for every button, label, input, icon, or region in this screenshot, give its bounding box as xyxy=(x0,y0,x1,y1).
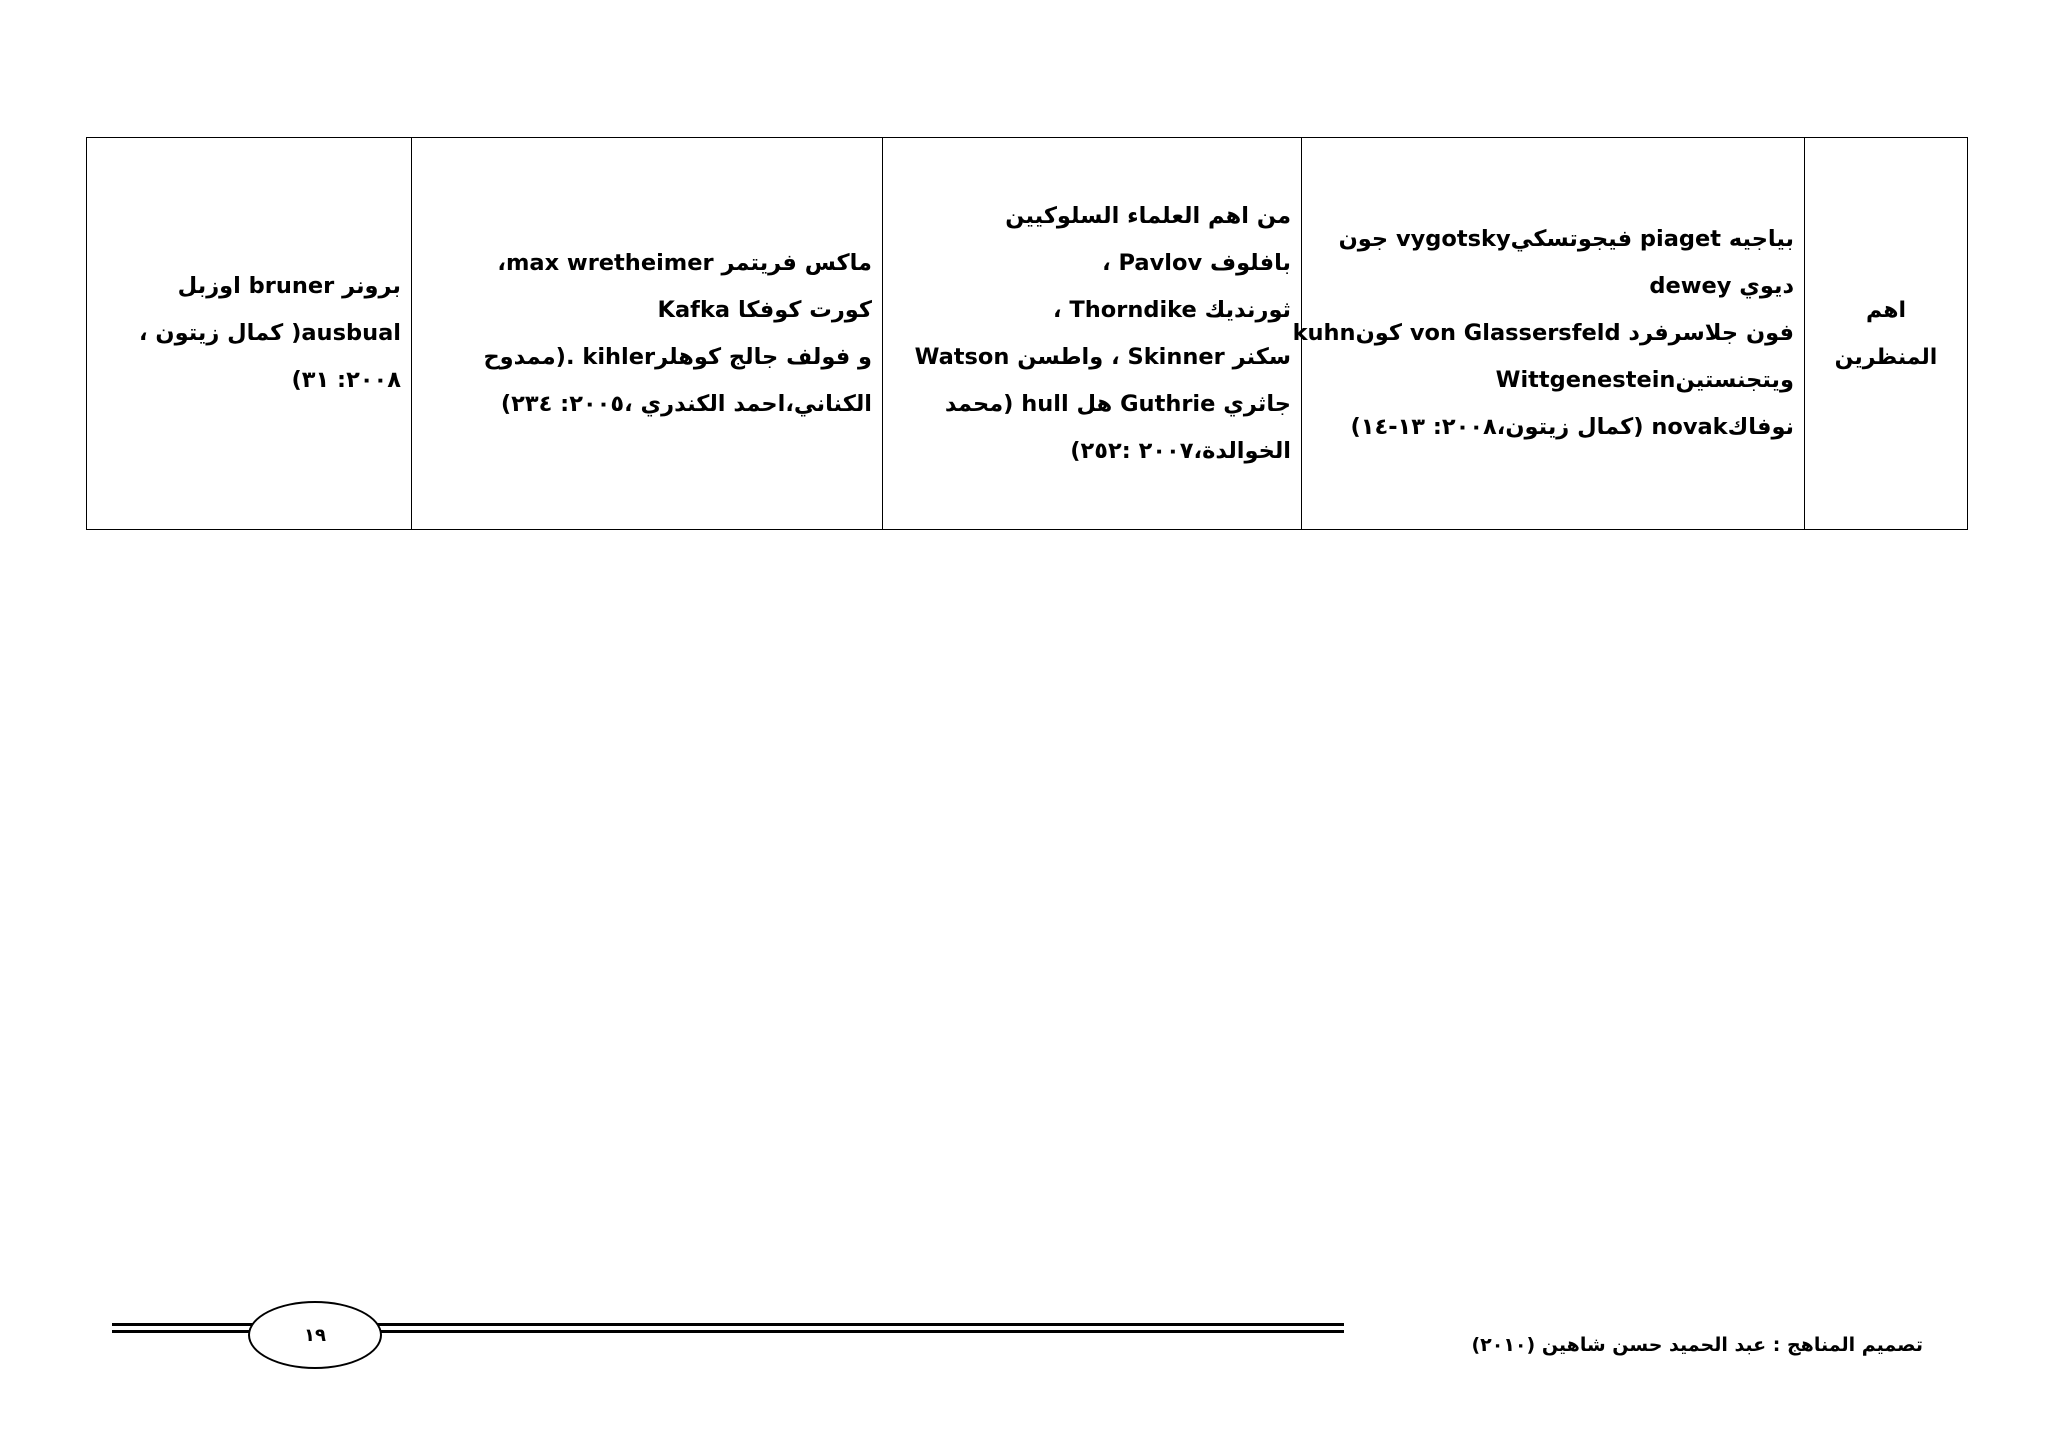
cell-line: ٢٠٠٨: ٣١) xyxy=(291,367,401,393)
cell-line: برونر bruner اوزبل xyxy=(177,273,401,299)
page-number-badge xyxy=(248,1301,382,1369)
cognitive-cell xyxy=(87,138,412,530)
cell-line: الكناني،احمد الكندري ،٢٠٠٥: ٢٣٤) xyxy=(500,390,872,417)
cell-line: نوفاكnovak (كمال زيتون،٢٠٠٨: ١٣-١٤) xyxy=(1350,414,1794,440)
cell-line: و فولف جالج كوهلرkihler .(ممدوح xyxy=(483,343,872,370)
cell-line: من اهم العلماء السلوكيين xyxy=(1005,202,1291,229)
footer-citation: تصميم المناهج : عبد الحميد حسن شاهين (٢٠١٠) xyxy=(1471,1334,1923,1356)
cell-line: ثورنديك Thorndike ، xyxy=(1053,296,1291,323)
cell-line: فون جلاسرفرد von Glassersfeld كونkuhn xyxy=(1292,320,1794,346)
cell-line: ausbual( كمال زيتون ، xyxy=(139,320,401,346)
constructivists-cell xyxy=(1292,138,1805,530)
cell-line: بياجيه piaget فيجوتسكيvygotsky جون xyxy=(1338,226,1794,252)
behaviorists-cell xyxy=(883,138,1302,530)
cell-line: ماكس فريتمر max wretheimer، xyxy=(497,249,872,276)
row-label-cell xyxy=(1805,138,1968,530)
cell-line: سكنر Skinner ، واطسن Watson xyxy=(914,343,1291,370)
cell-line: الخوالدة،٢٠٠٧ :٢٥٢) xyxy=(1070,437,1291,464)
page-number: ١٩ xyxy=(304,1324,326,1346)
row-label: اهم المنظرين xyxy=(1834,297,1938,370)
cell-line: ديوي dewey xyxy=(1649,273,1794,299)
gestalt-cell xyxy=(412,138,883,530)
table-row xyxy=(87,138,1968,530)
cell-line: جاثري Guthrie هل hull (محمد xyxy=(944,390,1291,417)
theorists-table xyxy=(86,137,1968,530)
cell-line: كورت كوفكا Kafka xyxy=(657,296,872,323)
cell-line: ويتجنستينWittgenestein xyxy=(1495,367,1794,393)
cell-line: بافلوف Pavlov ، xyxy=(1102,249,1291,276)
